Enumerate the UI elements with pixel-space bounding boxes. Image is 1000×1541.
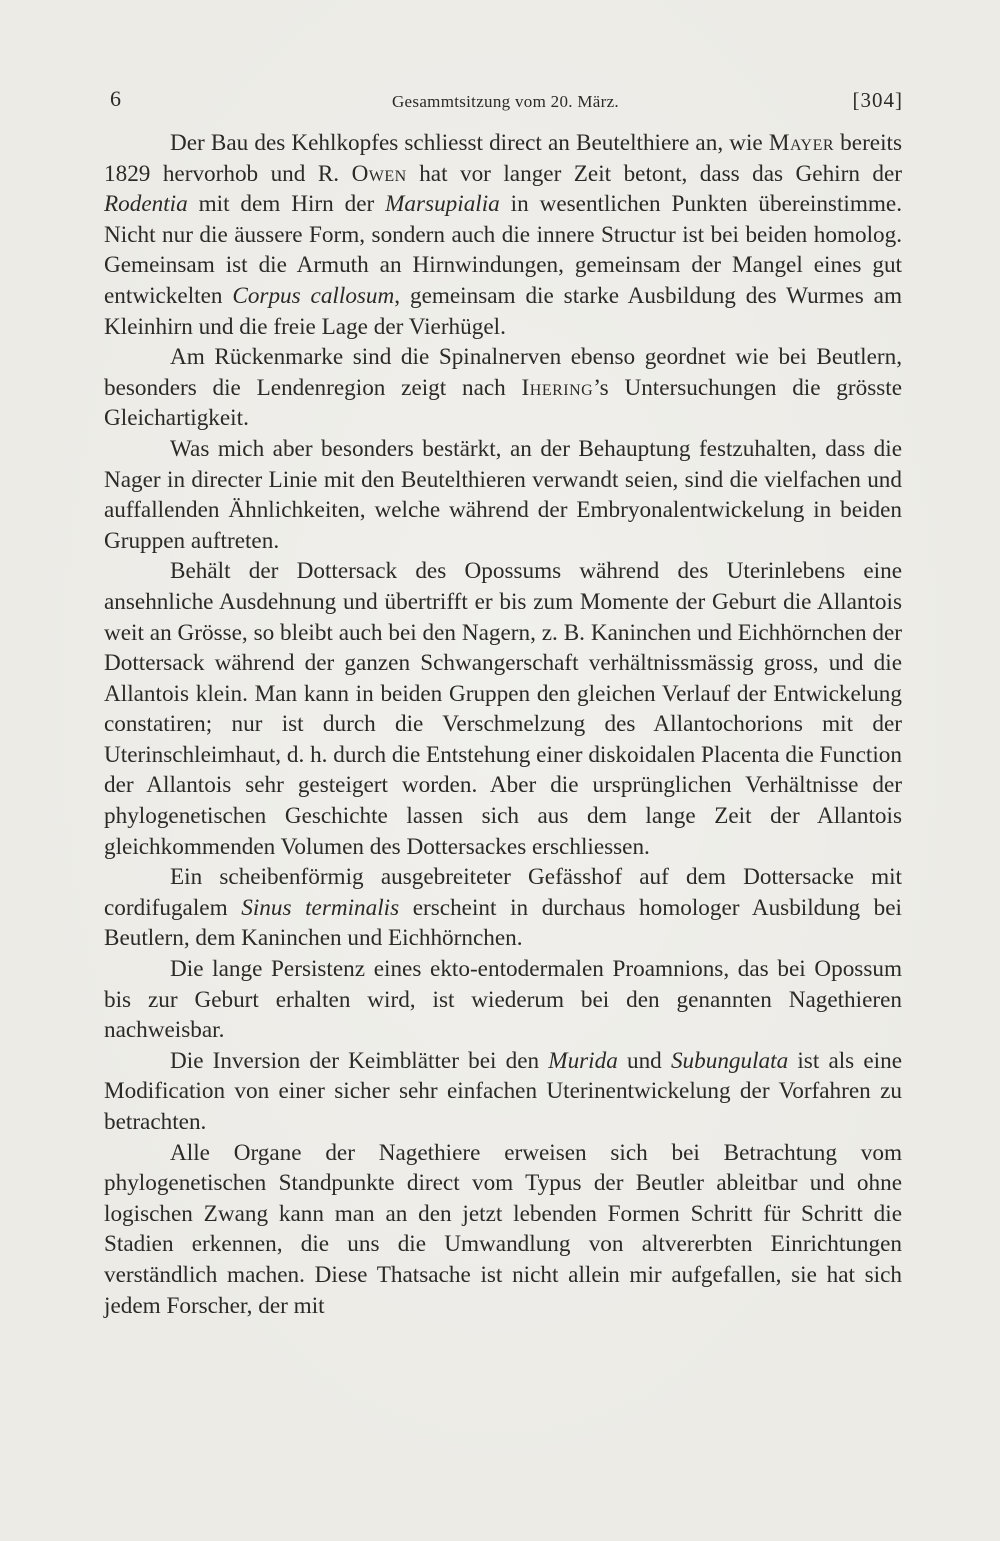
bracket-page-number: [304] [852,88,903,112]
text-run: , gemeinsam die starke Ausbildung des Wurmes am Kleinhirn und die freie Lage der Vierhügel. [104,282,902,340]
text-run: Die lange Persistenz eines ekto-entodermalen Proamnions, das bei Opossum bis zur Geburt erhalten wird, ist wiederum bei den genannten Nagethieren nachweisbar. [104,956,902,1044]
running-title: Gesammtsitzung vom 20. März. [391,92,619,111]
text-run: und [617,1047,671,1074]
text-run: ’s Untersuchungen die grösste Gleichartigkeit. [104,374,902,432]
text-run: Was mich aber besonders bestärkt, an der Behauptung festzuhalten, dass die Nager in directer Linie mit den Beutelthieren verwandt seien, sind die vielfachen und auffallenden Ähnlichkeiten, welche während der Embryonalentwickelung in beiden Gruppen auftreten. [104,435,902,554]
paragraph [104,1138,902,1322]
paragraph [104,1046,902,1138]
author-name: Mayer [768,130,835,156]
body-text [104,128,902,1321]
paragraph [104,434,902,556]
text-run: Alle Organe der Nagethiere erweisen sich bei Betrachtung vom phylogenetischen Standpunkte direct vom Typus der Beutler ableitbar und ohne logischen Zwang kann man an den jetzt lebenden Formen Schritt für Schritt die Stadien erkennen, die uns die Umwandlung von altvererbten Einrichtungen verständlich machen. Diese Thatsache ist nicht allein mir aufgefallen, sie hat sich jedem Forscher, der mit [104,1139,902,1319]
text-run: erscheint in durchaus homologer Ausbildung bei Beutlern, dem Kaninchen und Eichhörnchen. [104,894,902,952]
italic-term: Subungulata [670,1047,789,1074]
italic-term: Murida [548,1047,618,1074]
italic-term: Sinus terminalis [241,894,400,921]
paragraph [104,954,902,1046]
author-name: Ihering [521,374,594,401]
italic-term: Corpus callosum [232,282,395,309]
italic-term: Rodentia [104,191,188,218]
paragraph [104,862,902,954]
text-run: in wesentlichen Punkten übereinstimme. Nicht nur die äussere Form, sondern auch die innere Structur ist bei beiden homolog. Gemeinsam ist die Armuth an Hirnwindungen, gemeinsam der Mangel eines gut entwickelten [104,191,903,309]
paragraph [104,556,902,862]
text-run: bereits 1829 hervorhob und R. [104,130,902,187]
text-run: ist als eine Modification von einer sicher sehr einfachen Uterinentwickelung der Vorfahren zu betrachten. [104,1047,902,1135]
paragraph [104,342,902,434]
text-run: Die Inversion der Keimblätter bei den [170,1047,549,1074]
text-run: Der Bau des Kehlkopfes schliesst direct an Beutelthiere an, wie [170,130,769,156]
text-run: Am Rückenmarke sind die Spinalnerven ebenso geordnet wie bei Beutlern, besonders die Lendenregion zeigt nach [104,344,902,401]
italic-term: Marsupialia [385,191,500,218]
text-run: Ein scheibenförmig ausgebreiteter Gefässhof auf dem Dottersacke mit cordifugalem [104,864,902,921]
text-run: mit dem Hirn der [187,191,386,218]
page-header [108,86,903,120]
author-name: Owen [351,160,407,187]
paragraph [104,128,902,342]
text-run: hat vor langer Zeit betont, dass das Gehirn der [406,160,902,187]
page-number: 6 [110,86,121,111]
text-run: Behält der Dottersack des Opossums während des Uterinlebens eine ansehnliche Ausdehnung und übertrifft er bis zum Momente der Geburt die Allantois weit an Grösse, so bleibt auch bei den Nagern, z. B. Kaninchen und Eichhörnchen der Dottersack während der ganzen Schwangerschaft verhältnissmässig gross, und die Allantois klein. Man kann in beiden Gruppen den gleichen Verlauf der Entwickelung constatiren; nur ist durch die Verschmelzung des Allantochorions mit der Uterinschleimhaut, d. h. durch die Entstehung einer diskoidalen Placenta die Function der Allantois sehr gesteigert worden. Aber die ursprünglichen Verhältnisse der phylogenetischen Geschichte lassen sich aus dem lange Zeit der Allantois gleichkommenden Volumen des Dottersackes erschliessen. [104,558,902,860]
